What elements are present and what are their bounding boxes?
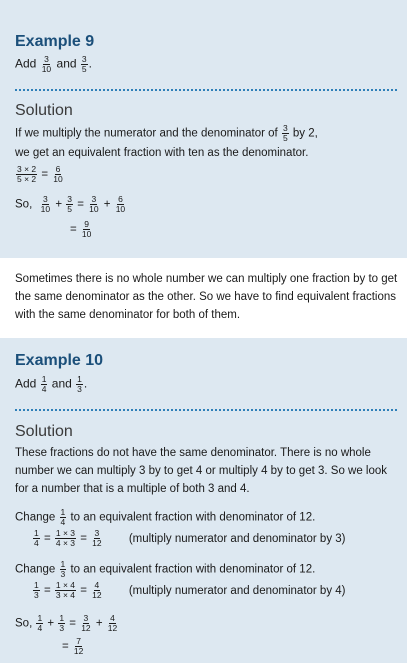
task-text: Add bbox=[15, 376, 37, 391]
explanation-paragraph: Sometimes there is no whole number we can multiply one fraction by to get the same denominator as the other. So we have to find equivalent fractions with the same denominator for both of them. bbox=[15, 273, 398, 321]
equation-row: $\frac{3 \times 2}{5 \times 2}$ = $\frac{6}{10}$ bbox=[17, 164, 63, 184]
solution-line: Change $\frac{1}{3}$ to an equivalent fraction with denominator of 12. bbox=[15, 559, 316, 579]
task-text: and bbox=[56, 56, 77, 71]
solution-heading: Solution bbox=[15, 423, 73, 440]
equation-row: = $\frac{7}{12}$ bbox=[62, 636, 84, 656]
fraction: $\frac{1}{3}$ bbox=[34, 580, 39, 600]
equation-row: $\frac{1}{3}$ = $\frac{1 \times 4}{3 \times 4}$ = $\frac{4}{12}$ (multiply numerator and denominator by 4) bbox=[34, 580, 346, 600]
fraction: $\frac{3}{10}$ bbox=[89, 194, 99, 214]
fraction: $\frac{1}{4}$ bbox=[41, 374, 47, 394]
fraction: $\frac{1}{4}$ bbox=[37, 613, 43, 633]
fraction: $\frac{3}{12}$ bbox=[81, 613, 91, 633]
fraction: $\frac{3}{10}$ bbox=[41, 54, 52, 74]
solution-line: If we multiply the numerator and the denominator of $\frac{3}{5}$ by 2, bbox=[15, 123, 318, 143]
example-9-task: Add $\frac{3}{10}$ and $\frac{3}{5}$ . bbox=[15, 54, 92, 74]
fraction: $\frac{1}{4}$ bbox=[34, 528, 39, 548]
fraction: $\frac{6}{10}$ bbox=[115, 194, 126, 214]
equation-note: (multiply numerator and denominator by 4) bbox=[128, 584, 346, 597]
fraction: $\frac{1}{3}$ bbox=[77, 374, 82, 394]
example-10-task: Add $\frac{1}{4}$ and $\frac{1}{3}$ . bbox=[15, 374, 88, 394]
task-text: Add bbox=[15, 56, 37, 71]
example-9-title: Example 9 bbox=[15, 33, 95, 50]
solution-paragraph: These fractions do not have the same denominator. There is no whole number we can multiply 3 by to get 4 or multiply 4 by to get 3. So we look for a number that is a multiple of both 3 and 4. bbox=[15, 447, 388, 495]
equation-row: So, $\frac{3}{10}$ + $\frac{3}{5}$ = $\frac{3}{10}$ + $\frac{6}{10}$ bbox=[15, 194, 126, 214]
example-9-box bbox=[0, 0, 407, 258]
example-10-box bbox=[0, 338, 407, 663]
fraction: $\frac{3}{5}$ bbox=[282, 123, 288, 143]
fraction: $\frac{7}{12}$ bbox=[73, 636, 84, 656]
solution-heading: Solution bbox=[15, 102, 73, 119]
fraction: $\frac{3 \times 2}{5 \times 2}$ bbox=[17, 164, 37, 184]
equation-row: So, $\frac{1}{4}$ + $\frac{1}{3}$ = $\frac{3}{12}$ + $\frac{4}{12}$ bbox=[15, 613, 118, 633]
fraction: $\frac{9}{10}$ bbox=[81, 219, 92, 239]
fraction: $\frac{1 \times 3}{4 \times 3}$ bbox=[55, 528, 76, 548]
example-10-title: Example 10 bbox=[15, 352, 104, 369]
fraction: $\frac{3}{12}$ bbox=[92, 528, 102, 548]
fraction: $\frac{3}{5}$ bbox=[81, 54, 87, 74]
solution-line: we get an equivalent fraction with ten as the denominator. bbox=[15, 147, 309, 159]
fraction: $\frac{3}{5}$ bbox=[67, 194, 72, 214]
fraction: $\frac{1}{3}$ bbox=[60, 559, 66, 579]
equation-row: $\frac{1}{4}$ = $\frac{1 \times 3}{4 \times 3}$ = $\frac{3}{12}$ (multiply numerator and denominator by 3) bbox=[34, 528, 346, 548]
equation-note: (multiply numerator and denominator by 3) bbox=[128, 532, 346, 545]
dotted-divider bbox=[15, 89, 397, 91]
fraction: $\frac{1}{4}$ bbox=[60, 507, 66, 527]
fraction: $\frac{1}{3}$ bbox=[59, 613, 65, 633]
fraction: $\frac{1 \times 4}{3 \times 4}$ bbox=[55, 580, 76, 600]
dotted-divider bbox=[15, 409, 397, 411]
fraction: $\frac{3}{10}$ bbox=[40, 194, 51, 214]
fraction: $\frac{4}{12}$ bbox=[107, 613, 118, 633]
fraction: $\frac{4}{12}$ bbox=[92, 580, 102, 600]
task-text: and bbox=[51, 376, 72, 391]
equation-row: = $\frac{9}{10}$ bbox=[70, 219, 92, 239]
fraction: $\frac{6}{10}$ bbox=[53, 164, 63, 184]
solution-line: Change $\frac{1}{4}$ to an equivalent fraction with denominator of 12. bbox=[15, 507, 316, 527]
